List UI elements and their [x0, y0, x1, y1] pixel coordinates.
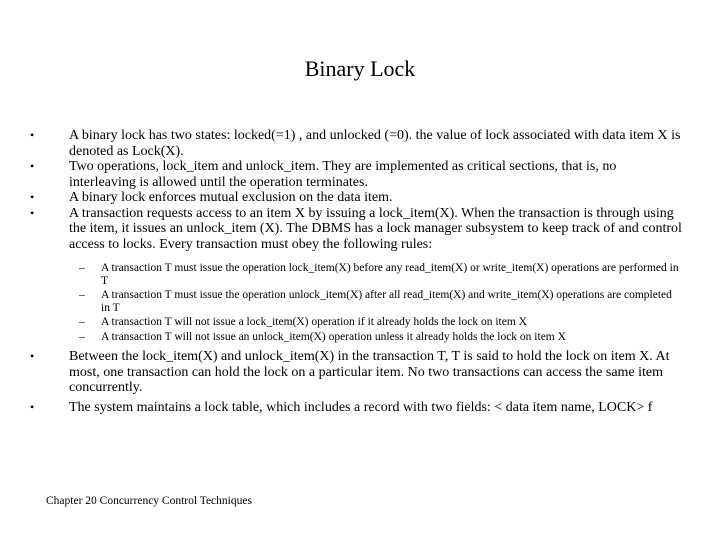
bullet-item [22, 159, 682, 190]
bullet-item [22, 206, 682, 253]
bullet-icon: • [30, 128, 35, 142]
bullet-text: A binary lock enforces mutual exclusion on the data item. [69, 190, 393, 205]
rule-text: A transaction T will not issue an unlock_item(X) operation unless it already holds the lock on item X [101, 330, 566, 343]
bullet-list [22, 128, 682, 415]
bullet-icon: • [30, 159, 35, 173]
bullet-icon: • [30, 205, 35, 220]
rule-item [22, 262, 682, 287]
dash-icon: – [79, 316, 85, 328]
bullet-item [22, 349, 682, 396]
rule-item [22, 331, 682, 344]
dash-icon: – [79, 262, 85, 274]
bullet-text: A transaction requests access to an item X by issuing a lock_item(X). When the transaction is through using the item, it issues an unlock_item (X). The DBMS has a lock manager subsystem to keep track of and control access to locks. Every transaction must obey the following rules: [69, 205, 682, 252]
bullet-item [22, 400, 682, 416]
slide-title: Binary Lock [304, 56, 416, 81]
dash-icon: – [79, 289, 85, 301]
rule-text: A transaction T will not issue a lock_item(X) operation if it already holds the lock on item X [101, 316, 527, 328]
rule-text: A transaction T must issue the operation lock_item(X) before any read_item(X) or write_item(X) operations are performed in T [101, 262, 679, 287]
rule-text: A transaction T must issue the operation unlock_item(X) after all read_item(X) and write_item(X) operations are completed in T [101, 289, 672, 314]
rule-item [22, 289, 682, 314]
bullet-text: Two operations, lock_item and unlock_item. They are implemented as critical sections, that is, no interleaving is allowed until the operation terminates. [69, 159, 617, 190]
rules-container [22, 262, 682, 343]
rules-list [22, 262, 682, 343]
dash-icon: – [79, 330, 85, 343]
bullet-text: A binary lock has two states: locked(=1) , and unlocked (=0). the value of lock associated with data item X is denoted as Lock(X). [69, 128, 681, 159]
bullet-text: The system maintains a lock table, which includes a record with two fields: < data item name, LOCK> f [69, 399, 653, 415]
bullet-item [22, 190, 682, 206]
rule-item [22, 316, 682, 329]
bullet-text: Between the lock_item(X) and unlock_item(X) in the transaction T, T is said to hold the lock on item X. At most, one transaction can hold the lock on a particular item. No two transactions can access the same item concurrently. [69, 349, 670, 395]
slide-footer: Chapter 20 Concurrency Control Techniques [46, 495, 252, 507]
bullet-icon: • [30, 399, 35, 414]
bullet-item [22, 128, 682, 159]
bullet-icon: • [30, 190, 35, 204]
bullet-icon: • [30, 349, 35, 363]
